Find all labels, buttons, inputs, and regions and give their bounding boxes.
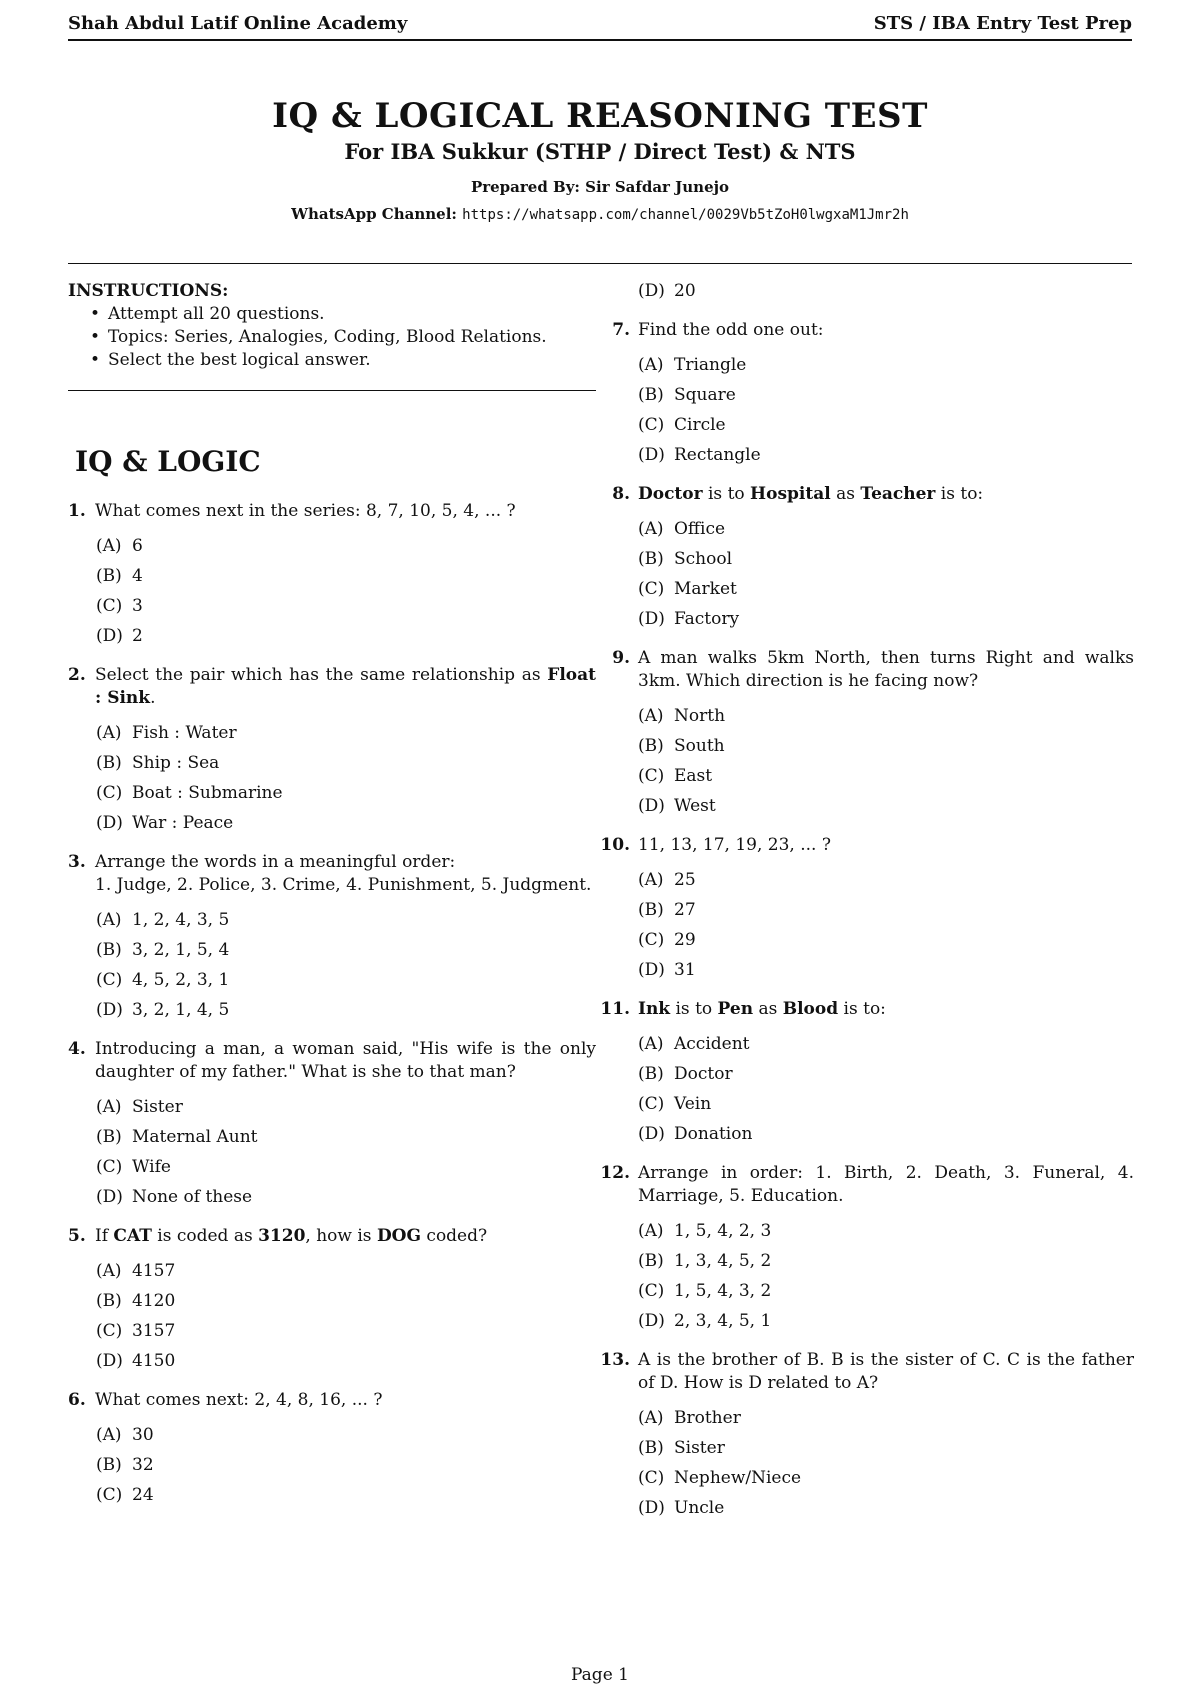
options-list <box>600 869 1134 982</box>
answer-option[interactable] <box>68 1260 596 1283</box>
question-text-part: Hospital <box>750 484 831 504</box>
instructions-box <box>68 280 596 391</box>
whatsapp-label: WhatsApp Channel: <box>291 205 457 223</box>
answer-option[interactable] <box>68 1156 596 1179</box>
answer-option[interactable] <box>600 548 1134 571</box>
option-text: 2, 3, 4, 5, 1 <box>674 1311 772 1331</box>
option-label: (D) <box>638 609 665 629</box>
option-label: (C) <box>638 415 665 435</box>
title-divider <box>68 263 1132 264</box>
option-text: Boat : Submarine <box>132 783 283 803</box>
question-text-part: 3120 <box>258 1226 306 1246</box>
answer-option[interactable] <box>68 782 596 805</box>
option-label: (A) <box>638 870 664 890</box>
option-label: (B) <box>638 1438 664 1458</box>
option-label: (B) <box>96 753 122 773</box>
question-number: 9. <box>612 648 630 668</box>
question-stem <box>600 1162 1134 1208</box>
answer-option[interactable] <box>600 929 1134 952</box>
option-label: (B) <box>638 385 664 405</box>
option-label: (C) <box>638 1094 665 1114</box>
option-text: Brother <box>674 1408 741 1428</box>
option-text: 1, 5, 4, 2, 3 <box>674 1221 772 1241</box>
option-text: South <box>674 736 725 756</box>
question-text-part: is to <box>702 484 751 504</box>
page-subtitle: For IBA Sukkur (STHP / Direct Test) & NTS <box>344 139 856 164</box>
options-list <box>68 1260 596 1373</box>
question-text-line: 1. Judge, 2. Police, 3. Crime, 4. Punishment, 5. Judgment. <box>95 875 592 895</box>
option-text: Office <box>674 519 726 539</box>
options-list <box>600 1407 1134 1520</box>
answer-option[interactable] <box>68 1454 596 1477</box>
question-stem <box>68 500 596 523</box>
answer-option[interactable] <box>600 795 1134 818</box>
answer-option[interactable] <box>600 1497 1134 1520</box>
answer-option[interactable] <box>600 765 1134 788</box>
option-text: 2 <box>132 626 143 646</box>
answer-option[interactable] <box>600 1123 1134 1146</box>
question-10 <box>600 834 1134 982</box>
answer-option[interactable] <box>68 1350 596 1373</box>
option-label: (A) <box>638 706 664 726</box>
question-13 <box>600 1349 1134 1520</box>
option-text: 4 <box>132 566 143 586</box>
left-column <box>68 280 596 1514</box>
question-9 <box>600 647 1134 818</box>
question-number: 11. <box>600 999 630 1019</box>
section-title: IQ & LOGIC <box>75 445 261 478</box>
question-text-part: is to: <box>838 999 886 1019</box>
question-text-line: A is the brother of B. B is the sister of C. C is the father of D. How is D related to A? <box>638 1350 1134 1393</box>
question-stem <box>600 1349 1134 1395</box>
right-column <box>600 280 1134 1536</box>
question-stem <box>600 319 1134 342</box>
question-1 <box>68 500 596 648</box>
option-text: Sister <box>674 1438 725 1458</box>
answer-option[interactable] <box>600 899 1134 922</box>
option-text: 25 <box>674 870 696 890</box>
option-text: Triangle <box>674 355 747 375</box>
answer-option[interactable] <box>600 1310 1134 1333</box>
options-list <box>68 1424 596 1507</box>
option-text: Wife <box>132 1157 171 1177</box>
options-list <box>600 1220 1134 1333</box>
answer-option[interactable] <box>68 909 596 932</box>
answer-option[interactable] <box>600 1220 1134 1243</box>
option-text: 1, 3, 4, 5, 2 <box>674 1251 772 1271</box>
page-number: Page 1 <box>571 1665 629 1685</box>
option-label: (A) <box>96 536 122 556</box>
question-text-part: as <box>830 484 861 504</box>
question-text-part: If <box>95 1226 114 1246</box>
prepared-by: Prepared By: Sir Safdar Junejo <box>470 178 730 196</box>
question-text <box>638 1162 1134 1208</box>
question-3 <box>68 851 596 1022</box>
whatsapp-channel <box>68 203 1132 226</box>
option-label: (C) <box>96 1485 123 1505</box>
instructions-title: INSTRUCTIONS: <box>68 281 229 301</box>
question-text <box>638 319 1134 342</box>
question-2 <box>68 664 596 835</box>
answer-option[interactable] <box>68 1290 596 1313</box>
option-label: (D) <box>638 960 665 980</box>
answer-option[interactable] <box>68 939 596 962</box>
option-label: (D) <box>638 1498 665 1518</box>
option-text: Market <box>674 579 737 599</box>
question-12 <box>600 1162 1134 1333</box>
option-text: 24 <box>132 1485 154 1505</box>
question-text <box>638 483 1134 506</box>
question-5 <box>68 1225 596 1373</box>
question-number: 7. <box>612 320 630 340</box>
question-text-line: What comes next: 2, 4, 8, 16, ... ? <box>95 1390 383 1410</box>
answer-option[interactable] <box>600 705 1134 728</box>
instruction-item: • Select the best logical answer. <box>108 349 596 372</box>
question-text-line: A man walks 5km North, then turns Right and walks 3km. Which direction is he facing now? <box>638 648 1134 691</box>
question-text-part: CAT <box>113 1226 152 1246</box>
option-text: Circle <box>674 415 726 435</box>
question-stem <box>600 834 1134 857</box>
answer-option[interactable] <box>600 1467 1134 1490</box>
options-list <box>68 722 596 835</box>
question-number: 13. <box>600 1350 630 1370</box>
instructions-list <box>68 303 596 372</box>
question-number: 6. <box>68 1390 86 1410</box>
answer-option[interactable] <box>600 414 1134 437</box>
option-text: West <box>674 796 716 816</box>
answer-option[interactable] <box>68 595 596 618</box>
option-text: Square <box>674 385 736 405</box>
answer-option[interactable] <box>600 354 1134 377</box>
option-label: (D) <box>96 1187 123 1207</box>
option-label: (B) <box>96 1127 122 1147</box>
option-label: (B) <box>638 1251 664 1271</box>
option-text: War : Peace <box>132 813 234 833</box>
answer-option[interactable] <box>68 535 596 558</box>
option-label: (A) <box>638 1221 664 1241</box>
options-list <box>600 705 1134 818</box>
option-label: (A) <box>638 519 664 539</box>
option-text: 4150 <box>132 1351 176 1371</box>
option-label: (A) <box>638 1034 664 1054</box>
question-text-part: Select the pair which has the same relationship as <box>95 665 548 685</box>
option-text: Uncle <box>674 1498 725 1518</box>
option-text: 4120 <box>132 1291 176 1311</box>
question-6 <box>68 1389 596 1507</box>
answer-option[interactable] <box>600 578 1134 601</box>
page-header <box>68 10 1132 41</box>
answer-option[interactable] <box>600 869 1134 892</box>
question-text <box>95 1389 596 1412</box>
question-text-line: What comes next in the series: 8, 7, 10, 5, 4, ... ? <box>95 501 516 521</box>
option-text: 4, 5, 2, 3, 1 <box>132 970 230 990</box>
question-stem <box>68 1389 596 1412</box>
option-text: 1, 5, 4, 3, 2 <box>674 1281 772 1301</box>
option-text: Nephew/Niece <box>674 1468 802 1488</box>
option-label: (C) <box>638 1468 665 1488</box>
option-text: Factory <box>674 609 740 629</box>
question-text-part: Pen <box>717 999 754 1019</box>
answer-option[interactable] <box>600 384 1134 407</box>
question-text <box>95 1038 596 1084</box>
option-label: (B) <box>638 1064 664 1084</box>
answer-option[interactable] <box>600 959 1134 982</box>
option-text: Accident <box>674 1034 750 1054</box>
answer-option[interactable] <box>600 735 1134 758</box>
option-label: (D) <box>638 281 665 301</box>
answer-option[interactable] <box>600 1250 1134 1273</box>
question-number: 2. <box>68 665 86 685</box>
question-stem <box>68 851 596 897</box>
question-text-line: Arrange in order: 1. Birth, 2. Death, 3. Funeral, 4. Marriage, 5. Education. <box>638 1163 1134 1206</box>
answer-option[interactable] <box>68 812 596 835</box>
answer-option[interactable] <box>68 1424 596 1447</box>
option-text: North <box>674 706 726 726</box>
option-label: (C) <box>96 783 123 803</box>
answer-option[interactable] <box>68 1186 596 1209</box>
question-number: 4. <box>68 1039 86 1059</box>
option-text: 1, 2, 4, 3, 5 <box>132 910 230 930</box>
question-11 <box>600 998 1134 1146</box>
question-text-part: coded? <box>421 1226 488 1246</box>
option-text: Vein <box>674 1094 712 1114</box>
question-text <box>638 1349 1134 1395</box>
options-list <box>600 354 1134 467</box>
option-label: (D) <box>638 445 665 465</box>
option-label: (A) <box>96 910 122 930</box>
option-label: (A) <box>96 1097 122 1117</box>
option-text: School <box>674 549 733 569</box>
option-label: (A) <box>96 1261 122 1281</box>
option-label: (C) <box>638 1281 665 1301</box>
option-label: (B) <box>96 566 122 586</box>
answer-option[interactable] <box>68 752 596 775</box>
option-text: 27 <box>674 900 696 920</box>
question-text <box>95 1225 596 1248</box>
answer-option[interactable] <box>600 608 1134 631</box>
question-text <box>95 851 596 897</box>
option-text: Doctor <box>674 1064 733 1084</box>
question-7 <box>600 319 1134 467</box>
answer-option[interactable] <box>68 1126 596 1149</box>
question-text <box>638 834 1134 857</box>
option-text: Donation <box>674 1124 753 1144</box>
option-text: 31 <box>674 960 696 980</box>
options-list <box>68 909 596 1022</box>
answer-option[interactable] <box>68 1320 596 1343</box>
question-text-line: 11, 13, 17, 19, 23, ... ? <box>638 835 831 855</box>
answer-option[interactable] <box>600 1063 1134 1086</box>
question-text-part: Doctor <box>638 484 703 504</box>
option-text: 20 <box>674 281 696 301</box>
question-stem <box>600 483 1134 506</box>
options-list-continued <box>600 280 1134 303</box>
option-text: 4157 <box>132 1261 176 1281</box>
question-number: 3. <box>68 852 86 872</box>
answer-option[interactable] <box>600 280 1134 303</box>
option-text: Sister <box>132 1097 183 1117</box>
option-label: (C) <box>638 766 665 786</box>
answer-option[interactable] <box>68 565 596 588</box>
option-label: (C) <box>638 579 665 599</box>
whatsapp-link[interactable]: https://whatsapp.com/channel/0029Vb5tZoH0lwgxaM1Jmr2h <box>462 207 909 223</box>
page-title: IQ & LOGICAL REASONING TEST <box>272 96 928 136</box>
option-label: (B) <box>638 900 664 920</box>
question-text-part: , how is <box>305 1226 377 1246</box>
instructions-divider <box>68 390 596 391</box>
option-label: (D) <box>96 626 123 646</box>
question-text-part: Float : Sink <box>95 665 596 708</box>
option-label: (D) <box>638 1124 665 1144</box>
option-text: Fish : Water <box>132 723 237 743</box>
question-text <box>95 500 596 523</box>
option-label: (B) <box>638 736 664 756</box>
option-label: (C) <box>96 1157 123 1177</box>
instruction-item: • Topics: Series, Analogies, Coding, Blood Relations. <box>108 326 596 349</box>
option-text: 32 <box>132 1455 154 1475</box>
option-label: (A) <box>96 723 122 743</box>
question-text-part: Blood <box>782 999 839 1019</box>
option-label: (D) <box>638 1311 665 1331</box>
option-text: East <box>674 766 713 786</box>
options-list <box>600 518 1134 631</box>
question-text <box>638 998 1134 1021</box>
question-text <box>95 664 596 710</box>
answer-option[interactable] <box>68 625 596 648</box>
question-text-part: is coded as <box>151 1226 259 1246</box>
instruction-item: • Attempt all 20 questions. <box>108 303 596 326</box>
answer-option[interactable] <box>68 1096 596 1119</box>
option-label: (B) <box>96 1455 122 1475</box>
question-4 <box>68 1038 596 1209</box>
options-list <box>68 535 596 648</box>
question-number: 5. <box>68 1226 86 1246</box>
question-text-part: Teacher <box>860 484 936 504</box>
option-text: 6 <box>132 536 143 556</box>
answer-option[interactable] <box>600 1407 1134 1430</box>
answer-option[interactable] <box>600 1437 1134 1460</box>
option-text: 3, 2, 1, 5, 4 <box>132 940 230 960</box>
option-label: (C) <box>96 1321 123 1341</box>
option-label: (D) <box>638 796 665 816</box>
answer-option[interactable] <box>68 999 596 1022</box>
option-label: (A) <box>638 1408 664 1428</box>
question-text-part: Ink <box>638 999 671 1019</box>
header-academy-name: Shah Abdul Latif Online Academy <box>68 12 408 34</box>
question-8 <box>600 483 1134 631</box>
option-label: (C) <box>96 970 123 990</box>
question-stem <box>600 647 1134 693</box>
option-label: (B) <box>638 549 664 569</box>
question-stem <box>68 1225 596 1248</box>
question-stem <box>68 664 596 710</box>
question-text <box>638 647 1134 693</box>
answer-option[interactable] <box>600 1280 1134 1303</box>
option-label: (D) <box>96 1000 123 1020</box>
answer-option[interactable] <box>68 722 596 745</box>
option-label: (D) <box>96 1351 123 1371</box>
question-number: 8. <box>612 484 630 504</box>
option-label: (A) <box>96 1425 122 1445</box>
option-label: (B) <box>96 940 122 960</box>
option-text: Ship : Sea <box>132 753 220 773</box>
option-text: 29 <box>674 930 696 950</box>
question-text-part: . <box>150 688 156 708</box>
question-text-line: Arrange the words in a meaningful order: <box>95 852 456 872</box>
option-label: (B) <box>96 1291 122 1311</box>
question-stem <box>68 1038 596 1084</box>
option-label: (A) <box>638 355 664 375</box>
answer-option[interactable] <box>68 1484 596 1507</box>
option-text: Maternal Aunt <box>132 1127 258 1147</box>
question-number: 1. <box>68 501 86 521</box>
question-stem <box>600 998 1134 1021</box>
option-label: (C) <box>96 596 123 616</box>
answer-option[interactable] <box>600 444 1134 467</box>
question-text-part: as <box>753 999 783 1019</box>
option-text: 3157 <box>132 1321 176 1341</box>
option-text: Rectangle <box>674 445 761 465</box>
option-text: None of these <box>132 1187 253 1207</box>
question-text-part: DOG <box>376 1226 422 1246</box>
answer-option[interactable] <box>600 1033 1134 1056</box>
answer-option[interactable] <box>600 1093 1134 1116</box>
answer-option[interactable] <box>68 969 596 992</box>
header-test-prep: STS / IBA Entry Test Prep <box>873 12 1132 34</box>
options-list <box>600 1033 1134 1146</box>
option-text: 30 <box>132 1425 154 1445</box>
options-list <box>68 1096 596 1209</box>
question-text-line: Introducing a man, a woman said, "His wife is the only daughter of my father." What is she to that man? <box>95 1039 596 1082</box>
option-text: 3, 2, 1, 4, 5 <box>132 1000 230 1020</box>
option-label: (C) <box>638 930 665 950</box>
question-number: 10. <box>600 835 630 855</box>
answer-option[interactable] <box>600 518 1134 541</box>
question-text-part: is to <box>670 999 718 1019</box>
title-block <box>68 96 1132 226</box>
question-text-part: is to: <box>935 484 984 504</box>
option-text: 3 <box>132 596 143 616</box>
option-label: (D) <box>96 813 123 833</box>
question-number: 12. <box>600 1163 630 1183</box>
question-text-line: Find the odd one out: <box>638 320 824 340</box>
